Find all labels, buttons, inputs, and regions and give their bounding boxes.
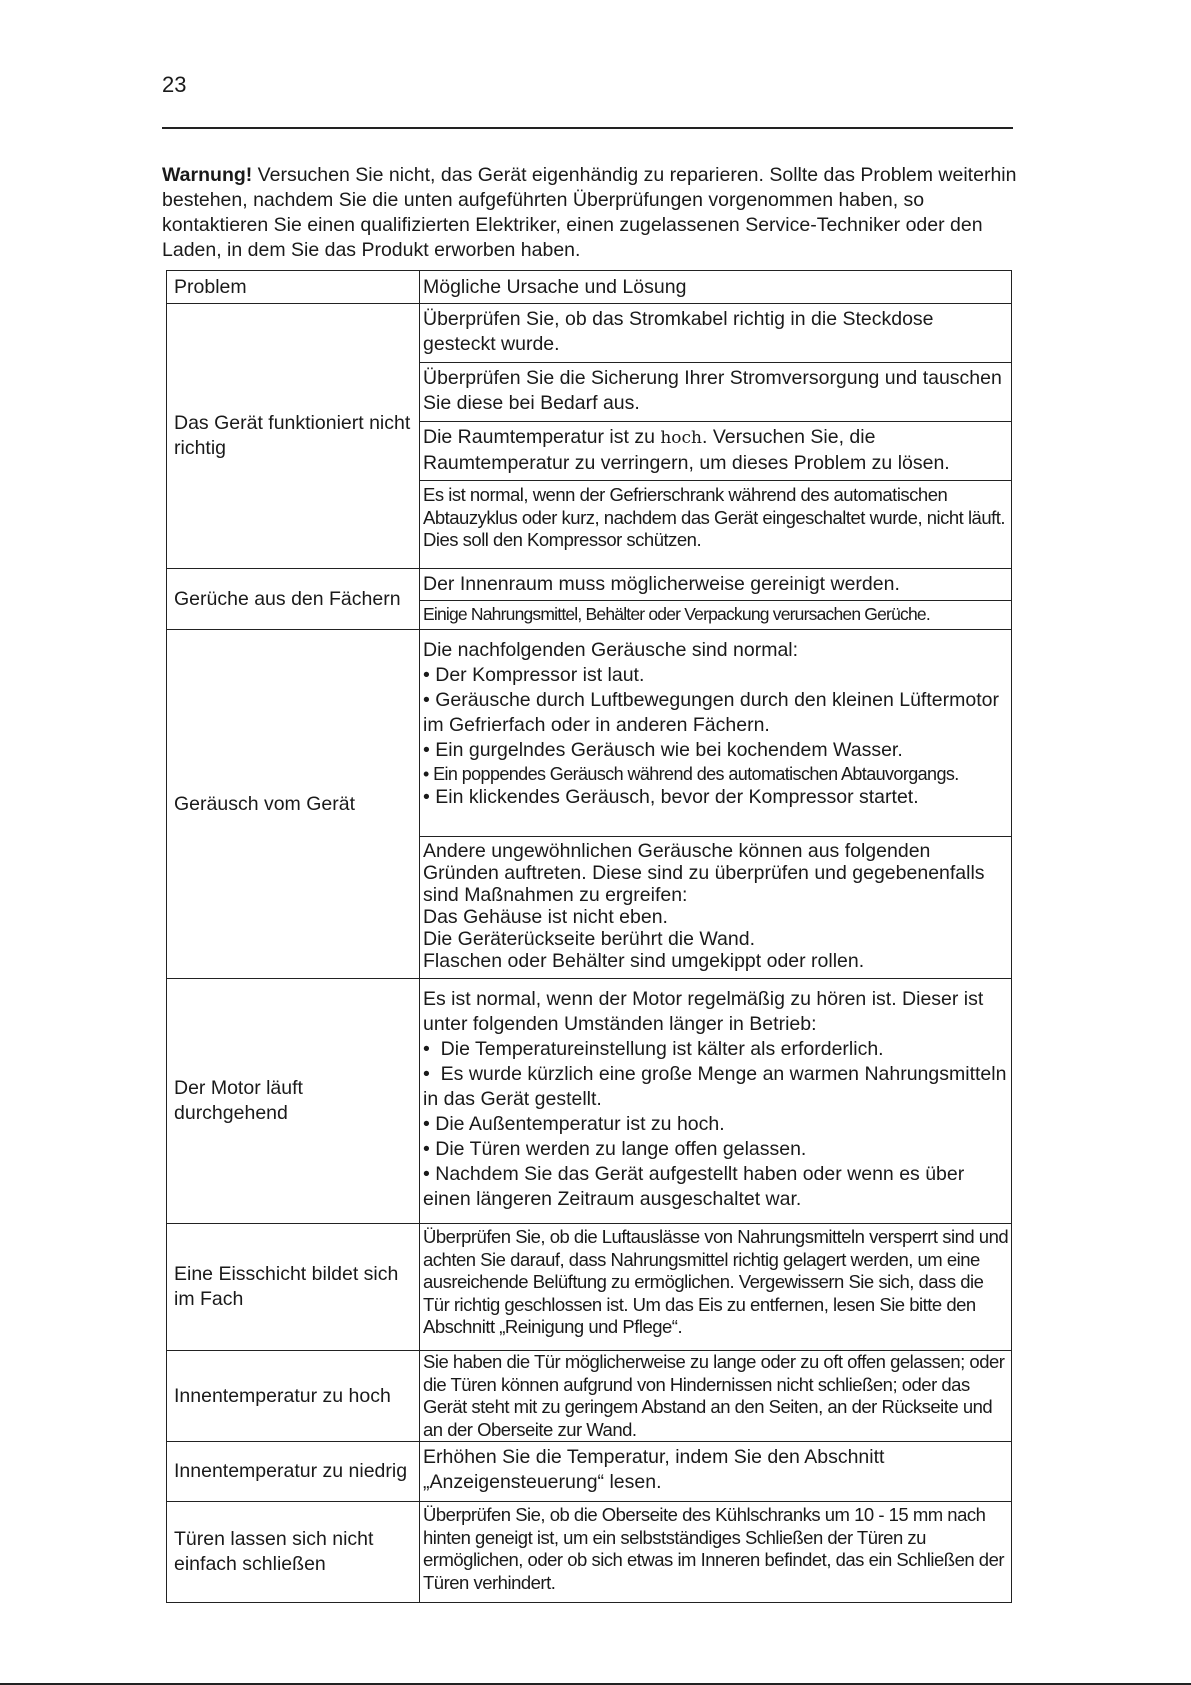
solution-cell (420, 837, 1012, 979)
solution-bullet: • Die Temperatureinstellung ist kälter als erforderlich. (423, 1038, 884, 1060)
solution-bullet: • Die Türen werden zu lange offen gelassen. (423, 1138, 807, 1160)
problem-cell: Innentemperatur zu niedrig (167, 1442, 420, 1502)
problem-cell: Geräusch vom Gerät (167, 630, 420, 979)
table-row (167, 630, 1012, 837)
problem-cell: Eine Eisschicht bildet sich im Fach (167, 1224, 420, 1351)
table-row (167, 979, 1012, 1224)
table-row (167, 1224, 1012, 1351)
solution-text: Andere ungewöhnlichen Geräusche können aus folgenden Gründen auftreten. Diese sind zu überprüfen und gegebenenfalls sind Maßnahmen zu ergreifen: (423, 840, 985, 906)
solution-bullet: • Die Außentemperatur ist zu hoch. (423, 1113, 725, 1135)
header-rule (162, 127, 1013, 129)
solution-text: Die Geräterückseite berührt die Wand. (423, 928, 756, 950)
table-row (167, 1351, 1012, 1442)
solution-bullet: • Es wurde kürzlich eine große Menge an warmen Nahrungsmitteln in das Gerät gestellt. (423, 1063, 1012, 1110)
solution-text: . Versuchen Sie, die Raumtemperatur zu verringern, um dieses Problem zu lösen. (423, 426, 950, 474)
solution-text: Sie haben die Tür möglicherweise zu lange oder zu oft offen gelassen; oder die Türen können aufgrund von Hindernissen nicht schließen; oder das Gerät steht mit zu geringem Abstand an den Seiten, an der Rückseite und an der Oberseite zur Wand. (423, 1351, 1005, 1440)
solution-text: Überprüfen Sie, ob die Oberseite des Kühlschranks um 10 - 15 mm nach hinten geneigt ist, um ein selbstständiges Schließen der Türen zu ermöglichen, oder ob sich etwas im Inneren befindet, das ein Schließen der Türen verhindert. (423, 1504, 1005, 1593)
table-row (167, 304, 1012, 363)
warning-text: Versuchen Sie nicht, das Gerät eigenhändig zu reparieren. Sollte das Problem weiterhin bestehen, nachdem Sie die unten aufgeführten Überprüfungen vorgenommen haben, so kontaktieren Sie einen qualifizierten Elektriker, einen zugelassenen Service-Techniker oder den Laden, in dem Sie das Produkt erworben haben. (162, 164, 1017, 261)
solution-cell (420, 979, 1012, 1224)
problem-cell: Innentemperatur zu hoch (167, 1351, 420, 1442)
header-solution: Mögliche Ursache und Lösung (420, 271, 1012, 304)
solution-bullet: • Ein poppendes Geräusch während des automatischen Abtauvorgangs. (423, 764, 959, 784)
solution-text: Überprüfen Sie, ob die Luftauslässe von Nahrungsmitteln versperrt sind und achten Sie darauf, dass Nahrungsmittel richtig gelagert werden, um eine ausreichende Belüftung zu ermöglichen. Vergewissern Sie sich, dass die Tür richtig geschlossen ist. Um das Eis zu entfernen, lesen Sie bitte den Abschnitt „Reinigung und Pflege“. (423, 1226, 1009, 1337)
solution-cell (420, 481, 1012, 569)
solution-bullet: • Ein klickendes Geräusch, bevor der Kompressor startet. (423, 786, 919, 808)
header-problem: Problem (167, 271, 420, 304)
solution-text: Es ist normal, wenn der Gefrierschrank während des automatischen Abtauzyklus oder kurz, nachdem das Gerät eingeschaltet wurde, nicht läuft. Dies soll den Kompressor schützen. (423, 484, 1006, 550)
solution-bullet: • Nachdem Sie das Gerät aufgestellt haben oder wenn es über einen längeren Zeitraum ausgeschaltet war. (423, 1163, 965, 1210)
solution-cell: Überprüfen Sie die Sicherung Ihrer Stromversorgung und tauschen Sie diese bei Bedarf aus. (420, 363, 1012, 422)
solution-text: Die Raumtemperatur ist zu (423, 426, 661, 448)
table-row (167, 569, 1012, 601)
solution-cell (420, 422, 1012, 481)
table-row (167, 1442, 1012, 1502)
solution-cell: Erhöhen Sie die Temperatur, indem Sie den Abschnitt „Anzeigensteuerung“ lesen. (420, 1442, 1012, 1502)
troubleshooting-table (166, 270, 1012, 1603)
table-header-row (167, 271, 1012, 304)
problem-cell: Türen lassen sich nicht einfach schließen (167, 1502, 420, 1603)
solution-text: Einige Nahrungsmittel, Behälter oder Verpackung verursachen Gerüche. (423, 604, 930, 624)
solution-text: Das Gehäuse ist nicht eben. (423, 906, 668, 928)
solution-text: Flaschen oder Behälter sind umgekippt oder rollen. (423, 950, 865, 972)
solution-cell (420, 630, 1012, 837)
problem-cell: Das Gerät funktioniert nicht richtig (167, 304, 420, 569)
solution-emphasis: hoch (660, 428, 702, 448)
page-number: 23 (162, 72, 187, 97)
solution-cell (420, 601, 1012, 630)
solution-text: Die nachfolgenden Geräusche sind normal: (423, 639, 799, 661)
warning-paragraph (162, 163, 1022, 263)
solution-cell (420, 1224, 1012, 1351)
solution-bullet: • Geräusche durch Luftbewegungen durch den kleinen Lüftermotor im Gefrierfach oder in anderen Fächern. (423, 689, 999, 736)
problem-cell: Gerüche aus den Fächern (167, 569, 420, 630)
solution-cell: Der Innenraum muss möglicherweise gereinigt werden. (420, 569, 1012, 601)
solution-bullet: • Ein gurgelndes Geräusch wie bei kochendem Wasser. (423, 739, 903, 761)
solution-cell (420, 1502, 1012, 1603)
table-row (167, 1502, 1012, 1603)
solution-cell (420, 1351, 1012, 1442)
warning-label: Warnung! (162, 164, 253, 186)
solution-bullet: • Der Kompressor ist laut. (423, 664, 645, 686)
problem-cell: Der Motor läuft durchgehend (167, 979, 420, 1224)
solution-cell: Überprüfen Sie, ob das Stromkabel richtig in die Steckdose gesteckt wurde. (420, 304, 1012, 363)
solution-text: Es ist normal, wenn der Motor regelmäßig zu hören ist. Dieser ist unter folgenden Umständen länger in Betrieb: (423, 988, 984, 1035)
